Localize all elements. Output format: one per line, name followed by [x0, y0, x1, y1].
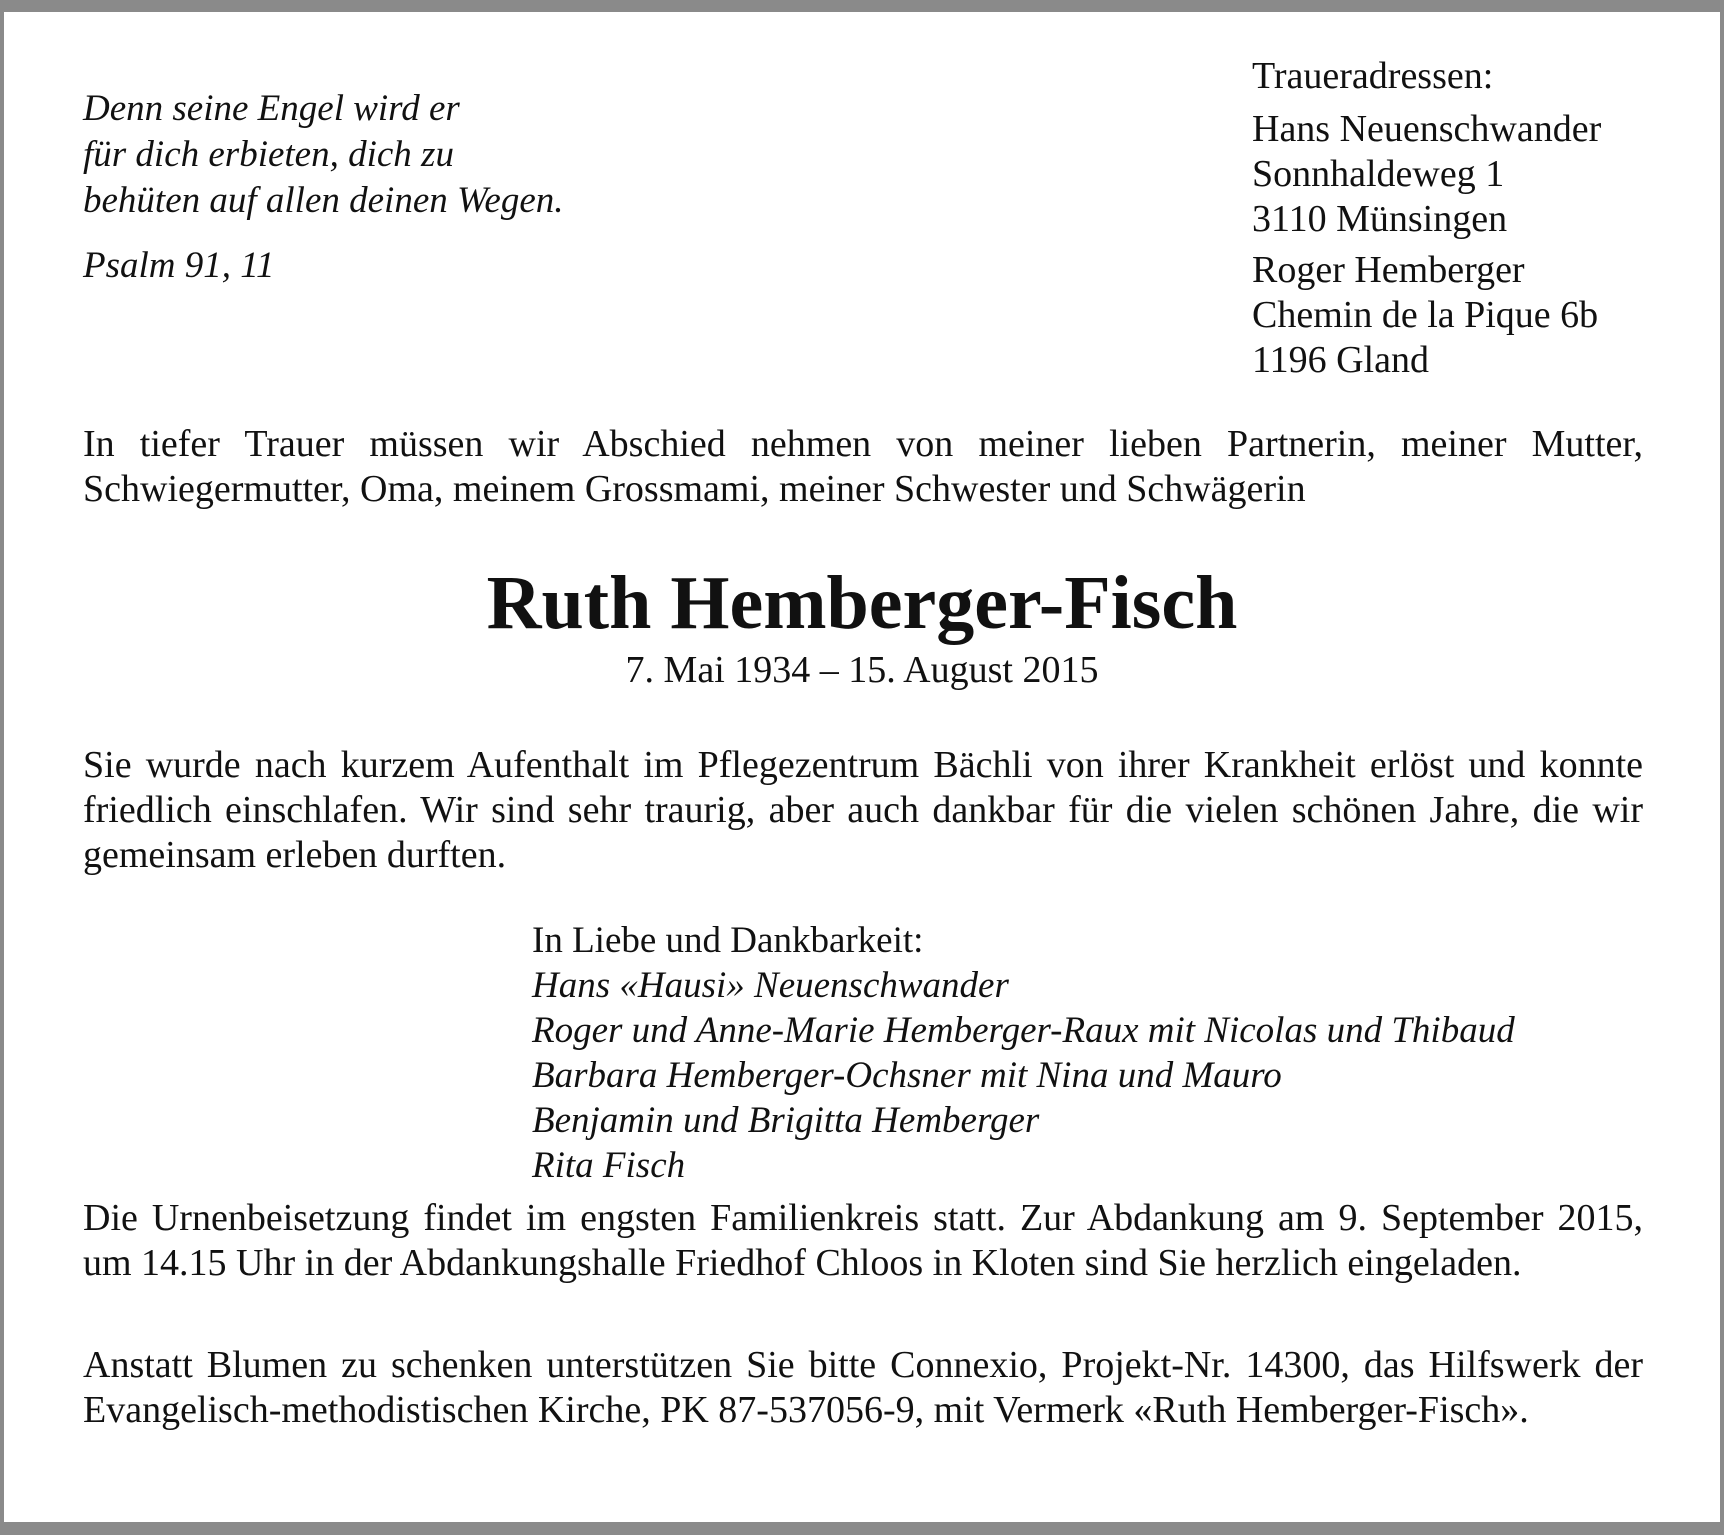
family-member: Benjamin und Brigitta Hemberger — [532, 1100, 1040, 1141]
verse-line: Denn seine Engel wird er — [83, 88, 460, 129]
frame-border-right — [1720, 0, 1724, 1535]
family-member: Roger und Anne-Marie Hemberger-Raux mit Nicolas und Thibaud — [532, 1010, 1515, 1051]
signature-heading: In Liebe und Dankbarkeit: — [532, 920, 924, 961]
address-line: Sonnhaldeweg 1 — [1252, 153, 1505, 195]
frame-border-left — [0, 0, 4, 1535]
address-line: Hans Neuenschwander — [1252, 108, 1602, 150]
burial-paragraph: Die Urnenbeisetzung findet im engsten Familienkreis statt. Zur Abdankung am 9. September 2015, um 14.15 Uhr in der Abdankungshalle Friedhof Chloos in Kloten sind Sie herzlich eingeladen. — [83, 1197, 1643, 1284]
address-block — [1252, 248, 1692, 383]
addresses-heading: Traueradressen: — [1252, 55, 1494, 97]
frame-border-bottom — [0, 1522, 1724, 1535]
deceased-name: Ruth Hemberger-Fisch — [486, 561, 1238, 645]
verse-reference: Psalm 91, 11 — [83, 245, 275, 286]
verse-line: behüten auf allen deinen Wegen. — [83, 180, 564, 221]
address-line: Chemin de la Pique 6b — [1252, 294, 1599, 336]
intro-paragraph: In tiefer Trauer müssen wir Abschied nehmen von meiner lieben Partnerin, meiner Mutter, Schwiegermutter, Oma, meinem Grossmami, meiner Schwester und Schwägerin — [83, 423, 1643, 510]
message-paragraph: Sie wurde nach kurzem Aufenthalt im Pflegezentrum Bächli von ihrer Krankheit erlöst und konnte friedlich einschlafen. Wir sind sehr traurig, aber auch dankbar für die vielen schönen Jahre, die wir gemeinsam erleben durften. — [83, 744, 1643, 876]
family-member: Rita Fisch — [532, 1145, 686, 1186]
address-line: 3110 Münsingen — [1252, 198, 1508, 240]
bible-verse — [83, 86, 703, 224]
address-line: Roger Hemberger — [1252, 249, 1525, 291]
family-signature — [532, 918, 1682, 1188]
address-line: 1196 Gland — [1252, 339, 1429, 381]
family-member: Barbara Hemberger-Ochsner mit Nina und Mauro — [532, 1055, 1282, 1096]
verse-line: für dich erbieten, dich zu — [83, 134, 454, 175]
life-dates: 7. Mai 1934 – 15. August 2015 — [625, 649, 1099, 691]
address-block — [1252, 107, 1692, 242]
mourning-addresses — [1252, 54, 1692, 389]
family-member: Hans «Hausi» Neuenschwander — [532, 965, 1009, 1006]
donation-paragraph: Anstatt Blumen zu schenken unterstützen Sie bitte Connexio, Projekt-Nr. 14300, das Hilfswerk der Evangelisch-methodistischen Kirche, PK 87-537056-9, mit Vermerk «Ruth Hemberger-Fisch». — [83, 1344, 1643, 1431]
frame-border-top — [0, 0, 1724, 12]
